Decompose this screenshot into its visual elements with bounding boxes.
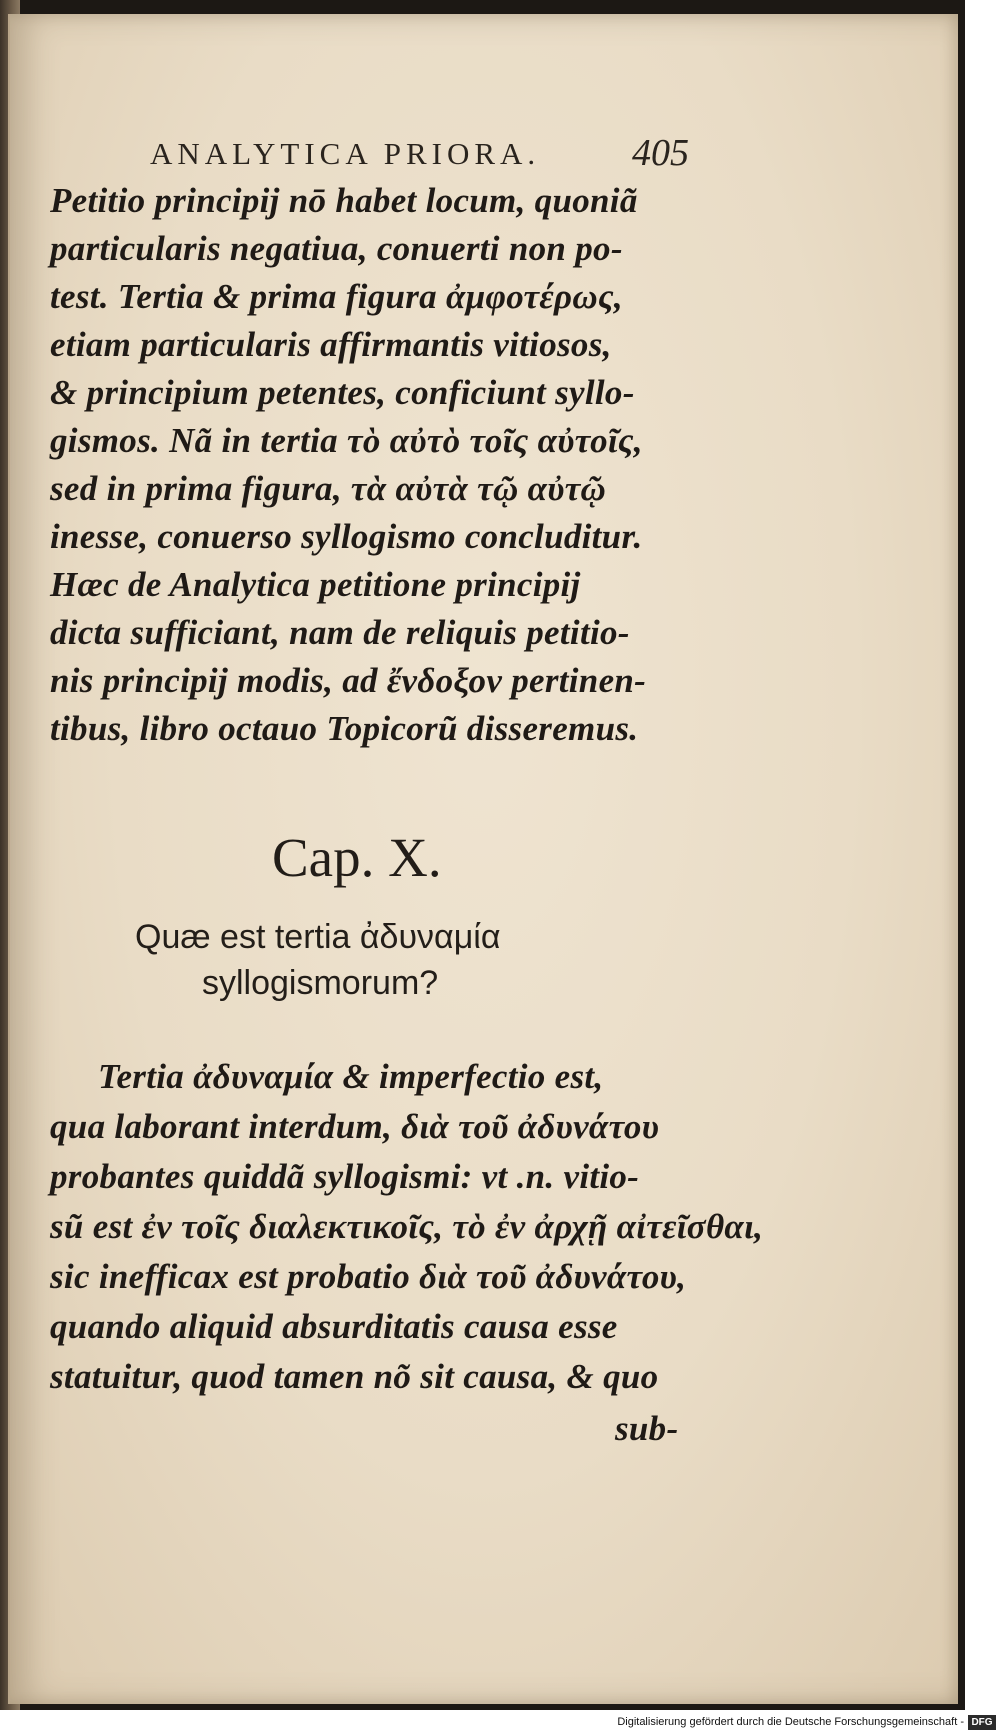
text-line: inesse, conuerso syllogismo concluditur.: [50, 517, 643, 556]
text-line: Petitio principij nō habet locum, quoniã: [50, 181, 638, 220]
footer-credit: Digitalisierung gefördert durch die Deutsche Forschungsgemeinschaft -: [617, 1716, 964, 1728]
text-line: etiam particularis affirmantis vitiosos,: [50, 325, 612, 364]
catchword: sub-: [615, 1409, 679, 1448]
text-line: dicta sufficiant, nam de reliquis petitio-: [50, 613, 630, 652]
chapter-subheading-line: Quæ est tertia ἀδυναμία: [135, 918, 501, 956]
text-line: Tertia ἀδυναμία & imperfectio est,: [98, 1057, 604, 1096]
chapter-subheading-line: syllogismorum?: [202, 964, 439, 1002]
text-line: sed in prima figura, τὰ αὐτὰ τῷ αὐτῷ: [50, 469, 607, 508]
text-line: test. Tertia & prima figura ἀμφοτέρως,: [50, 277, 623, 316]
text-line: sũ est ἐν τοῖς διαλεκτικοῖς, τὸ ἐν ἀρχῇ αἰτεῖσθαι,: [50, 1207, 764, 1246]
text-line: Hæc de Analytica petitione principij: [50, 565, 581, 604]
text-line: qua laborant interdum, διὰ τοῦ ἀδυνάτου: [50, 1107, 660, 1146]
text-line: sic inefficax est probatio διὰ τοῦ ἀδυνάτου,: [50, 1257, 687, 1296]
text-line: nis principij modis, ad ἔνδοξον pertinen-: [50, 661, 647, 700]
text-line: quando aliquid absurditatis causa esse: [50, 1307, 618, 1346]
text-line: statuitur, quod tamen nõ sit causa, & quo: [50, 1357, 659, 1396]
text-line: particularis negatiua, conuerti non po-: [50, 229, 623, 268]
text-line: probantes quiddã syllogismi: vt .n. vitio-: [50, 1157, 640, 1196]
book-page: [8, 14, 958, 1704]
text-line: gismos. Nã in tertia τὸ αὐτὸ τοῖς αὐτοῖς,: [50, 421, 643, 460]
digitization-footer: [0, 1712, 1000, 1735]
dfg-logo: DFG: [968, 1715, 996, 1730]
text-line: tibus, libro octauo Topicorũ disseremus.: [50, 709, 639, 748]
text-line: & principium petentes, conficiunt syllo-: [50, 373, 635, 412]
page-number: 405: [632, 132, 689, 174]
running-head: ANALYTICA PRIORA.: [150, 136, 541, 171]
chapter-title: Cap. X.: [272, 827, 442, 888]
